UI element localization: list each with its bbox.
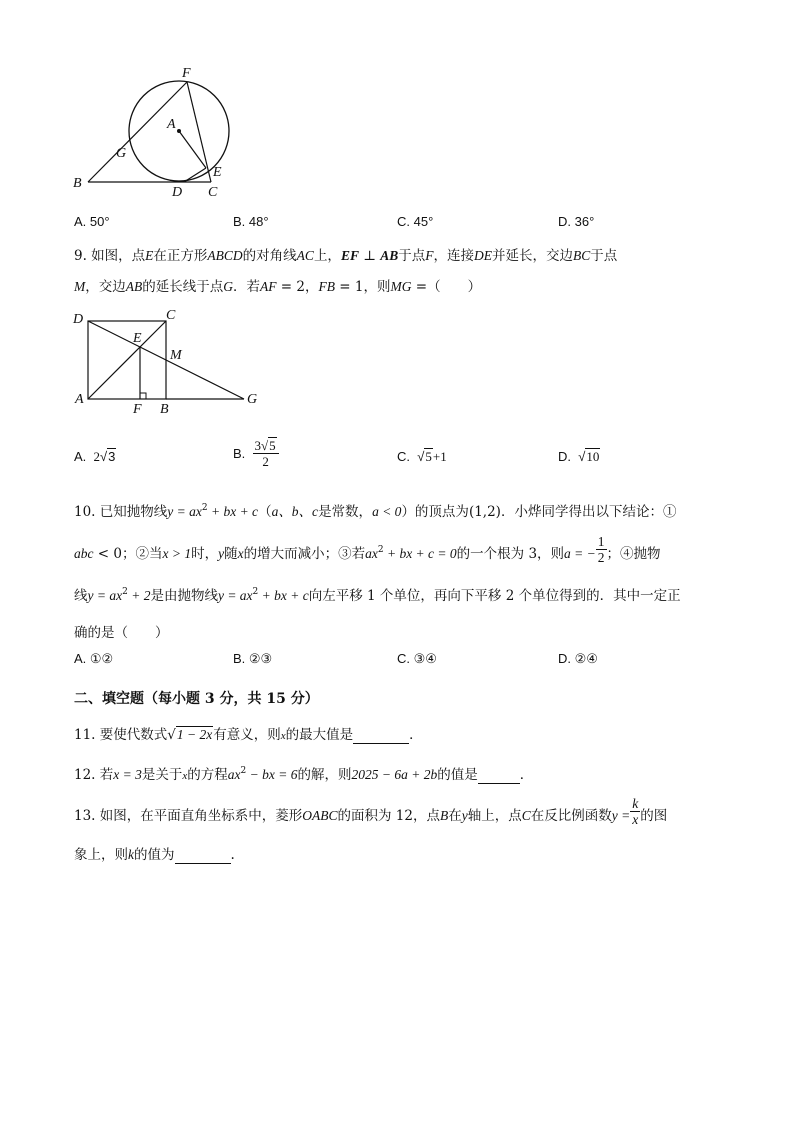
label-b: B <box>160 402 169 416</box>
right-angle-mark <box>140 393 146 399</box>
q9-option-b[interactable]: B. $\frac{3√5}{2}$ <box>233 438 279 469</box>
segment-bf <box>88 82 187 182</box>
q10-line-3: 线$y = ax^2 + 2$是由抛物线$y = ax^2$ + bx + c向左平移 1 个单位，再向下平移 2 个单位得到的．其中一定正 <box>74 587 681 604</box>
q11-answer-blank[interactable] <box>353 727 409 744</box>
label-m: M <box>170 348 182 363</box>
q8-option-d[interactable]: D. 36° <box>558 214 595 229</box>
q9-option-d[interactable]: D. √10 <box>558 449 600 464</box>
label-b: B <box>73 176 82 191</box>
q9-line-2: M，交边AB的延长线于点G．若AF = 2，FB = 1，则MG =（ ） <box>74 279 482 295</box>
q10-option-b[interactable]: B. ②③ <box>233 651 273 666</box>
section-2-heading: 二、填空题（每小题 3 分，共 15 分） <box>74 691 319 707</box>
square-figure <box>66 304 276 416</box>
label-g: G <box>116 146 127 161</box>
q10-line-1: 10. 已知抛物线$y = ax^2$ + bx + c（a、b、c是常数，a < 0）的顶点为(1,2)．小烨同学得出以下结论：① <box>74 503 677 520</box>
label-a: A <box>167 117 176 132</box>
q11-line: 11. 要使代数式√1 − 2x有意义，则x的最大值是 ． <box>74 727 423 743</box>
q10-option-d[interactable]: D. ②④ <box>558 651 598 666</box>
q9-line-1: 9. 如图，点E在正方形ABCD的对角线AC上，EF ⊥ AB于点F，连接DE并延长，交边BC于点 <box>74 248 618 264</box>
q13-line-1: 13. 如图，在平面直角坐标系中，菱形OABC的面积为 12，点B在y轴上，点C在反比例函数y = $\frac{k}{x}$ 的图 <box>74 796 668 827</box>
label-c: C <box>208 185 218 200</box>
label-e: E <box>213 165 222 180</box>
q12-line: 12. 若x = 3是关于x的方程$ax^2$ − bx = 6的解，则2025 − 6a + 2b的值是 ． <box>74 766 534 783</box>
label-f: F <box>133 402 142 416</box>
segment-ae <box>179 131 206 168</box>
q13-answer-blank[interactable] <box>175 847 231 864</box>
label-e: E <box>133 331 142 346</box>
q10-line-2: abc < 0；②当x > 1时，y随x的增大而减小；③若$ax^2$ + bx + c = 0的一个根为 3，则a = − $\frac{1}{2}$ ；④抛物 <box>74 534 661 565</box>
label-g: G <box>247 392 258 407</box>
q8-option-b[interactable]: B. 48° <box>233 214 269 229</box>
label-c: C <box>166 308 176 323</box>
label-d: D <box>73 312 84 327</box>
circle-figure <box>60 58 240 203</box>
q9-option-c[interactable]: C. √5+1 <box>397 449 447 464</box>
q13-line-2: 象上，则k的值为 . <box>74 847 235 863</box>
label-d: D <box>172 185 183 200</box>
q8-option-a[interactable]: A. 50° <box>74 214 110 229</box>
label-a: A <box>75 392 84 407</box>
q9-option-a[interactable]: A. 2√3 <box>74 449 116 464</box>
q8-option-c[interactable]: C. 45° <box>397 214 434 229</box>
q12-answer-blank[interactable] <box>478 767 520 784</box>
q10-line-4: 确的是（ ） <box>74 625 169 641</box>
center-point <box>177 129 181 133</box>
q10-option-a[interactable]: A. ①② <box>74 651 114 666</box>
q10-option-c[interactable]: C. ③④ <box>397 651 437 666</box>
diagonal-ac <box>88 321 166 399</box>
segment-fc <box>187 82 211 182</box>
label-f: F <box>182 66 191 81</box>
